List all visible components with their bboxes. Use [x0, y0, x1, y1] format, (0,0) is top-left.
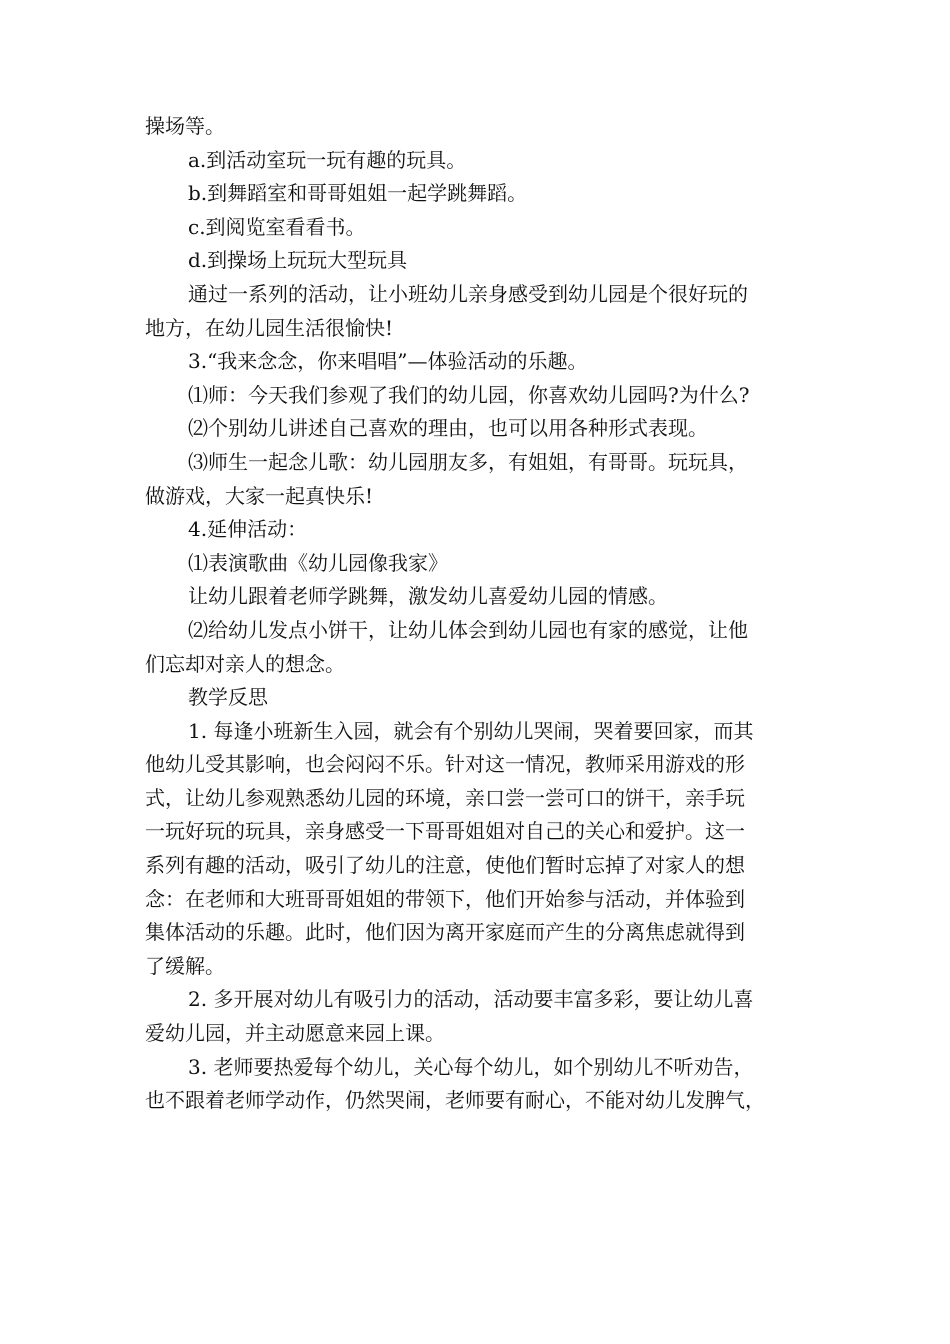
text-line: 式，让幼儿参观熟悉幼儿园的环境，亲口尝一尝可口的饼干，亲手玩: [145, 785, 745, 810]
text-line: 念：在老师和大班哥哥姐姐的带领下，他们开始参与活动，并体验到: [145, 886, 745, 911]
document-body: [145, 110, 815, 1118]
text-line: 一玩好玩的玩具，亲身感受一下哥哥姐姐对自己的关心和爱护。这一: [145, 819, 745, 844]
text-line: 让幼儿跟着老师学跳舞，激发幼儿喜爱幼儿园的情感。: [188, 584, 668, 609]
text-line: 了缓解。: [145, 953, 225, 978]
text-line: ⑵个别幼儿讲述自己喜欢的理由，也可以用各种形式表现。: [188, 416, 708, 441]
text-line: ⑶师生一起念儿歌：幼儿园朋友多，有姐姐，有哥哥。玩玩具，: [188, 449, 748, 474]
text-line: c.到阅览室看看书。: [188, 214, 366, 239]
text-line: 操场等。: [145, 114, 225, 138]
text-line: d.到操场上玩玩大型玩具: [188, 248, 408, 273]
text-line: 们忘却对亲人的想念。: [145, 651, 345, 676]
text-line: ⑴表演歌曲《幼儿园像我家》: [188, 550, 448, 575]
text-line: 3. 老师要热爱每个幼儿，关心每个幼儿，如个别幼儿不听劝告，: [188, 1054, 754, 1079]
text-line: ⑵给幼儿发点小饼干，让幼儿体会到幼儿园也有家的感觉，让他: [188, 617, 748, 642]
text-line: 1. 每逢小班新生入园，就会有个别幼儿哭闹，哭着要回家，而其: [188, 718, 754, 743]
text-line: 爱幼儿园，并主动愿意来园上课。: [145, 1021, 445, 1046]
text-line: 系列有趣的活动，吸引了幼儿的注意，使他们暂时忘掉了对家人的想: [145, 853, 745, 878]
text-line: ⑴师：今天我们参观了我们的幼儿园，你喜欢幼儿园吗?为什么?: [188, 382, 750, 407]
text-line: a.到活动室玩一玩有趣的玩具。: [188, 147, 467, 172]
text-line: 2. 多开展对幼儿有吸引力的活动，活动要丰富多彩，要让幼儿喜: [188, 987, 754, 1012]
text-line: 地方，在幼儿园生活很愉快!: [145, 315, 394, 340]
text-line: 3.“我来念念，你来唱唱”—体验活动的乐趣。: [188, 349, 588, 374]
text-line: 做游戏，大家一起真快乐!: [145, 483, 374, 508]
text-line: 他幼儿受其影响，也会闷闷不乐。针对这一情况，教师采用游戏的形: [145, 752, 745, 777]
text-line: 集体活动的乐趣。此时，他们因为离开家庭而产生的分离焦虑就得到: [145, 920, 745, 945]
text-line: 通过一系列的活动，让小班幼儿亲身感受到幼儿园是个很好玩的: [188, 281, 748, 306]
section-heading: 教学反思: [188, 685, 268, 710]
text-line: 4.延伸活动：: [188, 517, 308, 542]
text-line: 也不跟着老师学动作，仍然哭闹，老师要有耐心，不能对幼儿发脾气，: [145, 1088, 765, 1113]
text-line: b.到舞蹈室和哥哥姐姐一起学跳舞蹈。: [188, 181, 528, 206]
